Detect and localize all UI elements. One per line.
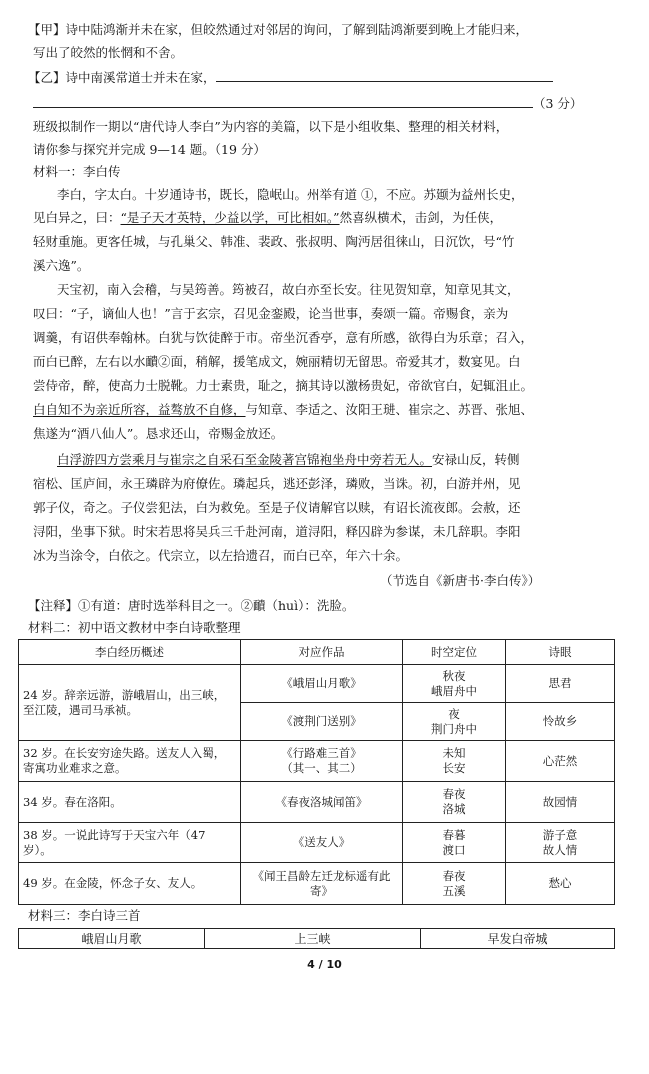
- table-cell-eye: 故园情: [506, 782, 615, 823]
- bio-line: 轻财重施。更客任城，与孔巢父、韩准、裴政、张叔明、陶沔居徂徕山，日沉饮，号“竹: [33, 234, 515, 249]
- bio-line: 溪六逸”。: [33, 258, 90, 273]
- table-cell-work: 《峨眉山月歌》: [241, 665, 403, 703]
- table-cell-work: 《闻王昌龄左迁龙标遥有此寄》: [241, 863, 403, 905]
- bio-line: 焦遂为“酒八仙人”。恳求还山，帝赐金放还。: [33, 426, 284, 441]
- bio-line: 郭子仪，奇之。子仪尝犯法，白为救免。至是子仪请解官以赎，有诏长流夜郎。会赦，还: [33, 500, 521, 515]
- answer-line-2: [33, 95, 582, 112]
- table-cell-place: 春暮 渡口: [403, 823, 506, 863]
- table-cell-eye: 怜故乡: [506, 703, 615, 741]
- poem-table: [18, 639, 615, 905]
- material-1-title: 材料一：李白传: [33, 164, 121, 179]
- material-2-title: 材料二：初中语文教材中李白诗歌整理: [28, 620, 241, 635]
- table-row: [19, 863, 615, 905]
- underlined-sentence-3: 白浮游四方尝乘月与崔宗之自采石至金陵著宫锦袍坐舟中旁若无人。: [57, 452, 433, 467]
- answer-blank-2[interactable]: [33, 95, 533, 108]
- question-line-jia-1: 【甲】诗中陆鸿渐并未在家，但皎然通过对邻居的询问，了解到陆鸿渐要到晚上才能归来，: [28, 22, 529, 37]
- table-cell-experience: 49 岁。在金陵，怀念子女、友人。: [19, 863, 241, 905]
- table-header: 时空定位: [403, 640, 506, 665]
- table-cell-place: 春夜 五溪: [403, 863, 506, 905]
- bio-text: 然喜纵横术，击剑，为任侠，: [339, 210, 503, 225]
- question-line-yi-1: [28, 69, 553, 86]
- table-cell-eye: 游子意 故人情: [506, 823, 615, 863]
- bio-line: [33, 402, 533, 418]
- table-row: [19, 665, 615, 703]
- question-line-jia-2: 写出了皎然的怅惘和不舍。: [33, 45, 184, 60]
- bio-line: 李白，字太白。十岁通诗书，既长，隐岷山。州举有道 ①，不应。苏颋为益州长史，: [57, 187, 524, 202]
- source-citation: （节选自《新唐书·李白传》）: [380, 573, 541, 588]
- bio-line: 宿松、匡庐间，永王璘辟为府僚佐。璘起兵，逃还彭泽，璘败，当诛。初，白游并州，见: [33, 476, 521, 491]
- intro-line-2: 请你参与探究并完成 9—14 题。（19 分）: [33, 142, 266, 157]
- intro-line-1: 班级拟制作一期以“唐代诗人李白”为内容的美篇，以下是小组收集、整理的相关材料，: [33, 119, 509, 134]
- poem-title: 早发白帝城: [421, 929, 615, 949]
- table-cell-place: 春夜 洛城: [403, 782, 506, 823]
- table-cell-experience: 34 岁。春在洛阳。: [19, 782, 241, 823]
- table-cell-eye: 思君: [506, 665, 615, 703]
- table-cell-eye: 愁心: [506, 863, 615, 905]
- table-cell-place: 未知 长安: [403, 741, 506, 782]
- bio-line: 天宝初，南入会稽，与吴筠善。筠被召，故白亦至长安。往见贺知章，知章见其文，: [57, 282, 520, 297]
- table-cell-work: 《行路难三首》 （其一、其二）: [241, 741, 403, 782]
- bio-line: 调羹，有诏供奉翰林。白犹与饮徒醉于市。帝坐沉香亭，意有所感，欲得白为乐章；召入，: [33, 330, 534, 345]
- poems-three-table: [18, 928, 615, 949]
- table-cell-experience: 24 岁。辞亲远游，游峨眉山，出三峡，至江陵，遇司马承祯。: [19, 665, 241, 741]
- bio-text: 安禄山反，转侧: [432, 452, 520, 467]
- table-row: [19, 782, 615, 823]
- bio-line: 叹曰：“子，谪仙人也！”言于玄宗，召见金銮殿，论当世事，奏颂一篇。帝赐食，亲为: [33, 306, 509, 321]
- underlined-sentence-1: “是子天才英特，少益以学，可比相如。”: [120, 210, 340, 225]
- material-3-title: 材料三：李白诗三首: [28, 908, 141, 923]
- table-cell-experience: 32 岁。在长安穷途失路。送友人入蜀，寄寓功业难求之意。: [19, 741, 241, 782]
- table-header: 对应作品: [241, 640, 403, 665]
- underlined-sentence-2: 白自知不为亲近所容，益骜放不自修，: [33, 402, 246, 417]
- bio-line: 而白已醉，左右以水靧②面，稍解，援笔成文，婉丽精切无留思。帝爱其才，数宴见。白: [33, 354, 521, 369]
- table-cell-work: 《送友人》: [241, 823, 403, 863]
- table-row: [19, 741, 615, 782]
- score-label: （3 分）: [533, 96, 583, 111]
- answer-blank-1[interactable]: [216, 69, 553, 82]
- table-cell-work: 《春夜洛城闻笛》: [241, 782, 403, 823]
- bio-text: 与知章、李适之、汝阳王琎、崔宗之、苏晋、张旭、: [245, 402, 534, 417]
- poem-title: 峨眉山月歌: [19, 929, 205, 949]
- table-header-row: [19, 640, 615, 665]
- table-cell-experience: 38 岁。一说此诗写于天宝六年（47 岁）。: [19, 823, 241, 863]
- table-row: [19, 823, 615, 863]
- table-cell-place: 夜 荆门舟中: [403, 703, 506, 741]
- page-number: 4 / 10: [307, 958, 342, 971]
- bio-text: 见白异之，曰：: [33, 210, 121, 225]
- table-header: 李白经历概述: [19, 640, 241, 665]
- table-cell-eye: 心茫然: [506, 741, 615, 782]
- table-row: [19, 929, 615, 949]
- question-line-yi-text: 【乙】诗中南溪常道士并未在家，: [28, 70, 216, 85]
- bio-line: 浔阳，坐事下狱。时宋若思将吴兵三千赴河南，道浔阳，释囚辟为参谋，未几辞职。李阳: [33, 524, 521, 539]
- poem-title: 上三峡: [205, 929, 421, 949]
- bio-line: [33, 210, 502, 226]
- annotation-notes: 【注释】①有道：唐时选举科目之一。②靧（huì）：洗脸。: [28, 598, 355, 613]
- table-cell-place: 秋夜 峨眉舟中: [403, 665, 506, 703]
- bio-line: [57, 452, 520, 468]
- bio-line: 冰为当涂令，白依之。代宗立，以左拾遗召，而白已卒，年六十余。: [33, 548, 409, 563]
- table-header: 诗眼: [506, 640, 615, 665]
- table-cell-work: 《渡荆门送别》: [241, 703, 403, 741]
- bio-line: 尝侍帝，醉，使高力士脱靴。力士素贵，耻之，摘其诗以激杨贵妃，帝欲官白，妃辄沮止。: [33, 378, 534, 393]
